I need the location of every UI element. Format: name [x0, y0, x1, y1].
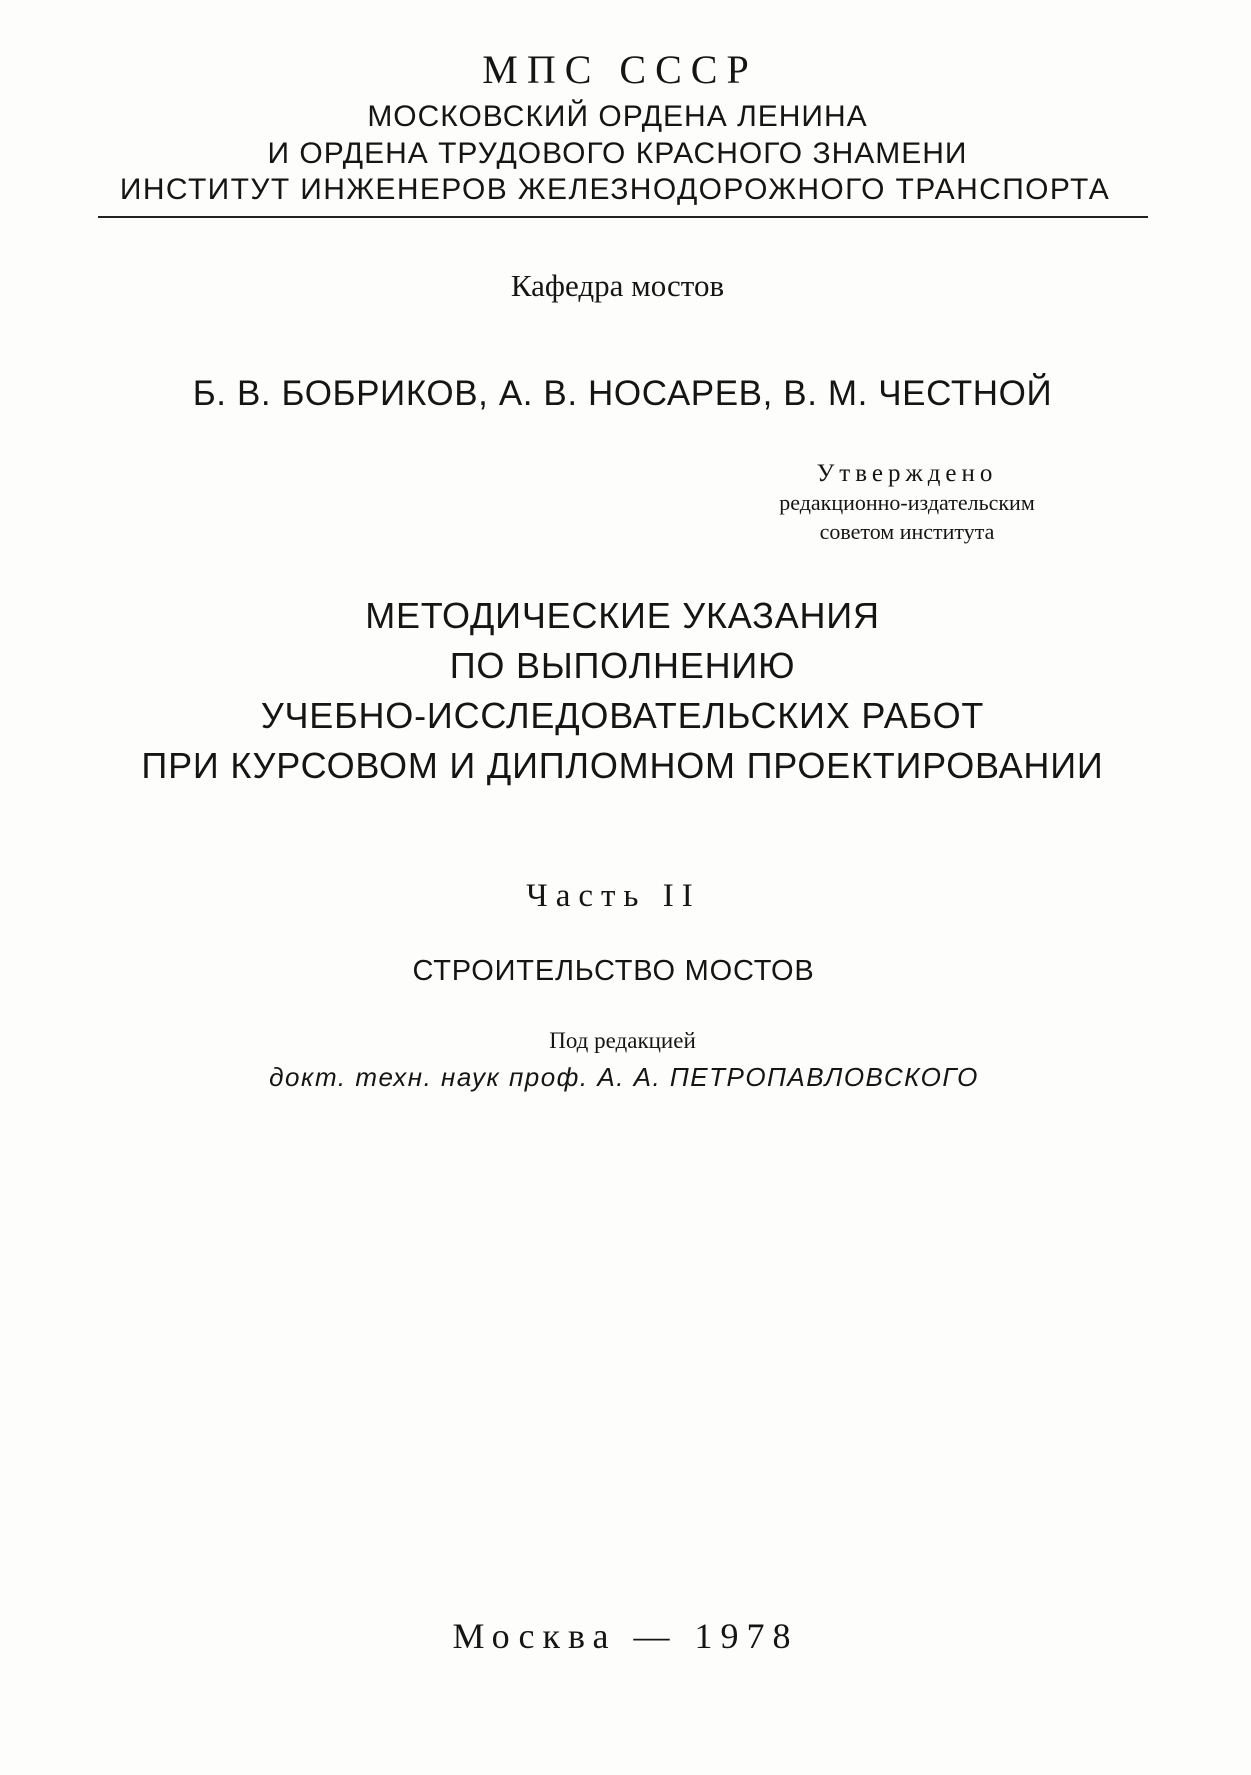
approval-line-2: редакционно-издательским — [779, 490, 1035, 515]
editor-name: докт. техн. наук проф. А. А. ПЕТРОПАВЛОВСКОГО — [269, 1062, 979, 1092]
approval-line-3: советом института — [819, 519, 995, 544]
title-line-2: ПО ВЫПОЛНЕНИЮ — [449, 645, 796, 686]
subject-title: СТРОИТЕЛЬСТВО МОСТОВ — [412, 955, 815, 987]
department: Кафедра мостов — [510, 268, 725, 303]
approval-line-1: Утверждено — [816, 460, 998, 487]
institute-name-line-1: МОСКОВСКИЙ ОРДЕНА ЛЕНИНА — [367, 100, 868, 133]
institute-name-line-3: ИНСТИТУТ ИНЖЕНЕРОВ ЖЕЛЕЗНОДОРОЖНОГО ТРАНСПОРТА — [119, 173, 1111, 206]
authors: Б. В. БОБРИКОВ, А. В. НОСАРЕВ, В. М. ЧЕСТНОЙ — [192, 374, 1053, 413]
institute-name-line-2: И ОРДЕНА ТРУДОВОГО КРАСНОГО ЗНАМЕНИ — [267, 137, 968, 170]
header-divider — [98, 216, 1148, 218]
title-line-3: УЧЕБНО-ИССЛЕДОВАТЕЛЬСКИХ РАБОТ — [260, 695, 985, 736]
ministry-heading: МПС СССР — [482, 47, 758, 92]
part-label: Часть II — [526, 878, 701, 914]
imprint: Москва — 1978 — [452, 1616, 799, 1656]
editor-label: Под редакцией — [549, 1028, 696, 1053]
title-line-1: МЕТОДИЧЕСКИЕ УКАЗАНИЯ — [365, 595, 880, 636]
title-line-4: ПРИ КУРСОВОМ И ДИПЛОМНОМ ПРОЕКТИРОВАНИИ — [141, 745, 1104, 786]
